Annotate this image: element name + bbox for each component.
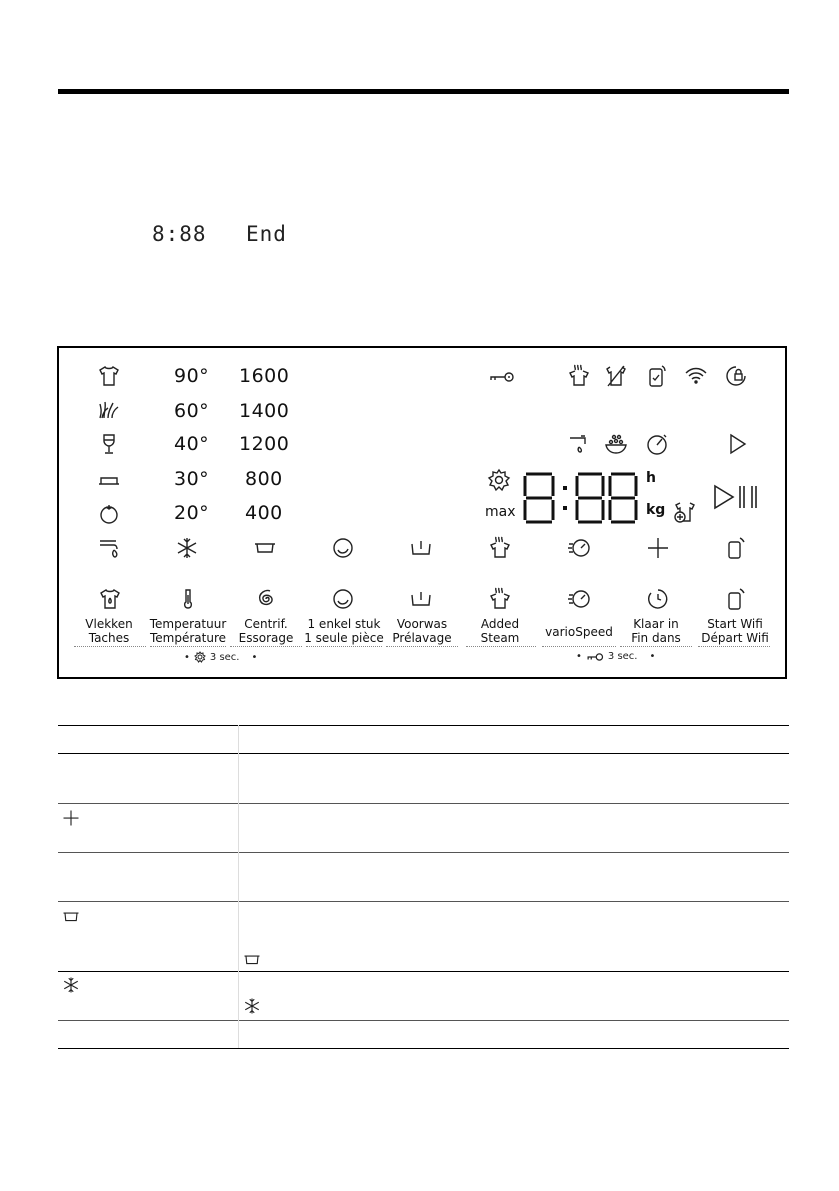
shirt-icon xyxy=(97,364,121,388)
temperature-button[interactable]: Temperatuur Température xyxy=(149,617,227,645)
tub-icon xyxy=(253,536,277,560)
max-label: max xyxy=(485,504,516,520)
table-rule xyxy=(58,803,789,804)
table-column-divider xyxy=(238,725,239,1048)
finish-in-clock-icon[interactable] xyxy=(646,587,670,611)
separator xyxy=(386,646,458,647)
prewash-button-icon[interactable] xyxy=(409,587,433,611)
added-steam-button[interactable]: Added Steam xyxy=(480,617,520,645)
table-rule xyxy=(58,1020,789,1021)
table-rule xyxy=(58,852,789,853)
child-lock-icon xyxy=(724,364,748,388)
phone-check-icon xyxy=(645,364,669,388)
added-steam-button-icon[interactable] xyxy=(488,587,512,611)
prewash-button[interactable]: Voorwas Prélavage xyxy=(392,617,452,645)
table-rule xyxy=(58,1048,789,1049)
grass-icon xyxy=(97,398,121,422)
snowflake-inline-icon xyxy=(243,997,261,1015)
tub-table-icon xyxy=(62,907,80,925)
spin-800: 800 xyxy=(245,468,283,490)
spin-1200: 1200 xyxy=(239,433,290,455)
temp-60: 60° xyxy=(174,400,210,422)
remote-start-indicator-icon xyxy=(724,536,748,560)
spin-1400: 1400 xyxy=(239,400,290,422)
spin-400: 400 xyxy=(245,502,283,524)
tomato-stain-icon xyxy=(97,502,121,526)
add-load-icon xyxy=(672,500,696,524)
table-rule xyxy=(58,971,789,972)
separator xyxy=(230,646,302,647)
display-example-end: End xyxy=(246,222,287,246)
towel-rail-icon xyxy=(97,468,121,492)
separator xyxy=(150,646,226,647)
no-iron-icon xyxy=(604,364,628,388)
gear-small-icon xyxy=(194,651,206,663)
vario-speed-indicator-icon xyxy=(567,536,591,560)
single-item-button[interactable]: 1 enkel stuk 1 seule pièce xyxy=(304,617,384,645)
separator xyxy=(542,646,616,647)
steam-shirt-icon xyxy=(567,364,591,388)
stain-drop-icon xyxy=(98,536,122,560)
unit-hours: h xyxy=(646,470,656,486)
snowflake-icon xyxy=(175,536,199,560)
top-rule xyxy=(58,89,789,94)
separator xyxy=(698,646,770,647)
finish-in-button[interactable]: Klaar in Fin dans xyxy=(631,617,681,645)
vario-speed-button-icon[interactable] xyxy=(567,587,591,611)
lock-hold-hint: • 3 sec. • xyxy=(576,651,656,662)
table-rule xyxy=(58,725,789,726)
plus-table-icon xyxy=(62,809,80,827)
display-example-time: 8:88 xyxy=(152,222,207,246)
temp-40: 40° xyxy=(174,433,210,455)
table-rule xyxy=(58,753,789,754)
vario-speed-button[interactable]: varioSpeed xyxy=(545,625,613,639)
settings-gear-icon xyxy=(487,468,511,492)
separator xyxy=(620,646,692,647)
timer-dial-icon xyxy=(645,432,669,456)
spin-spiral-icon[interactable] xyxy=(254,587,278,611)
temp-30: 30° xyxy=(174,468,210,490)
separator xyxy=(74,646,146,647)
stain-button[interactable]: Vlekken Taches xyxy=(85,617,133,645)
spin-1600: 1600 xyxy=(239,365,290,387)
rinse-tap-icon xyxy=(567,432,591,456)
single-item-icon xyxy=(331,536,355,560)
settings-hold-hint: • 3 sec. • xyxy=(184,651,258,663)
unit-kg: kg xyxy=(646,502,666,518)
remote-start-button[interactable]: Start Wifi Départ Wifi xyxy=(701,617,769,645)
spin-button[interactable]: Centrif. Essorage xyxy=(238,617,294,645)
key-icon xyxy=(488,365,516,389)
single-item-button-icon[interactable] xyxy=(331,587,355,611)
key-small-icon xyxy=(586,652,604,662)
separator xyxy=(466,646,536,647)
plus-icon xyxy=(646,536,670,560)
separator xyxy=(306,646,382,647)
remote-start-button-icon[interactable] xyxy=(724,587,748,611)
play-icon xyxy=(726,432,750,456)
snowflake-table-icon xyxy=(62,976,80,994)
tub-inline-icon xyxy=(243,950,261,968)
steam-shirt-indicator-icon xyxy=(488,536,512,560)
wifi-icon xyxy=(684,364,708,388)
temp-20: 20° xyxy=(174,502,210,524)
wine-glass-icon xyxy=(97,432,121,456)
start-pause-icon xyxy=(712,484,758,510)
stain-button-icon[interactable] xyxy=(98,587,122,611)
thermometer-icon[interactable] xyxy=(176,587,200,611)
main-display-digits xyxy=(522,472,642,524)
table-rule xyxy=(58,901,789,902)
temp-90: 90° xyxy=(174,365,210,387)
prewash-icon xyxy=(409,536,433,560)
detergent-bowl-icon xyxy=(604,432,628,456)
